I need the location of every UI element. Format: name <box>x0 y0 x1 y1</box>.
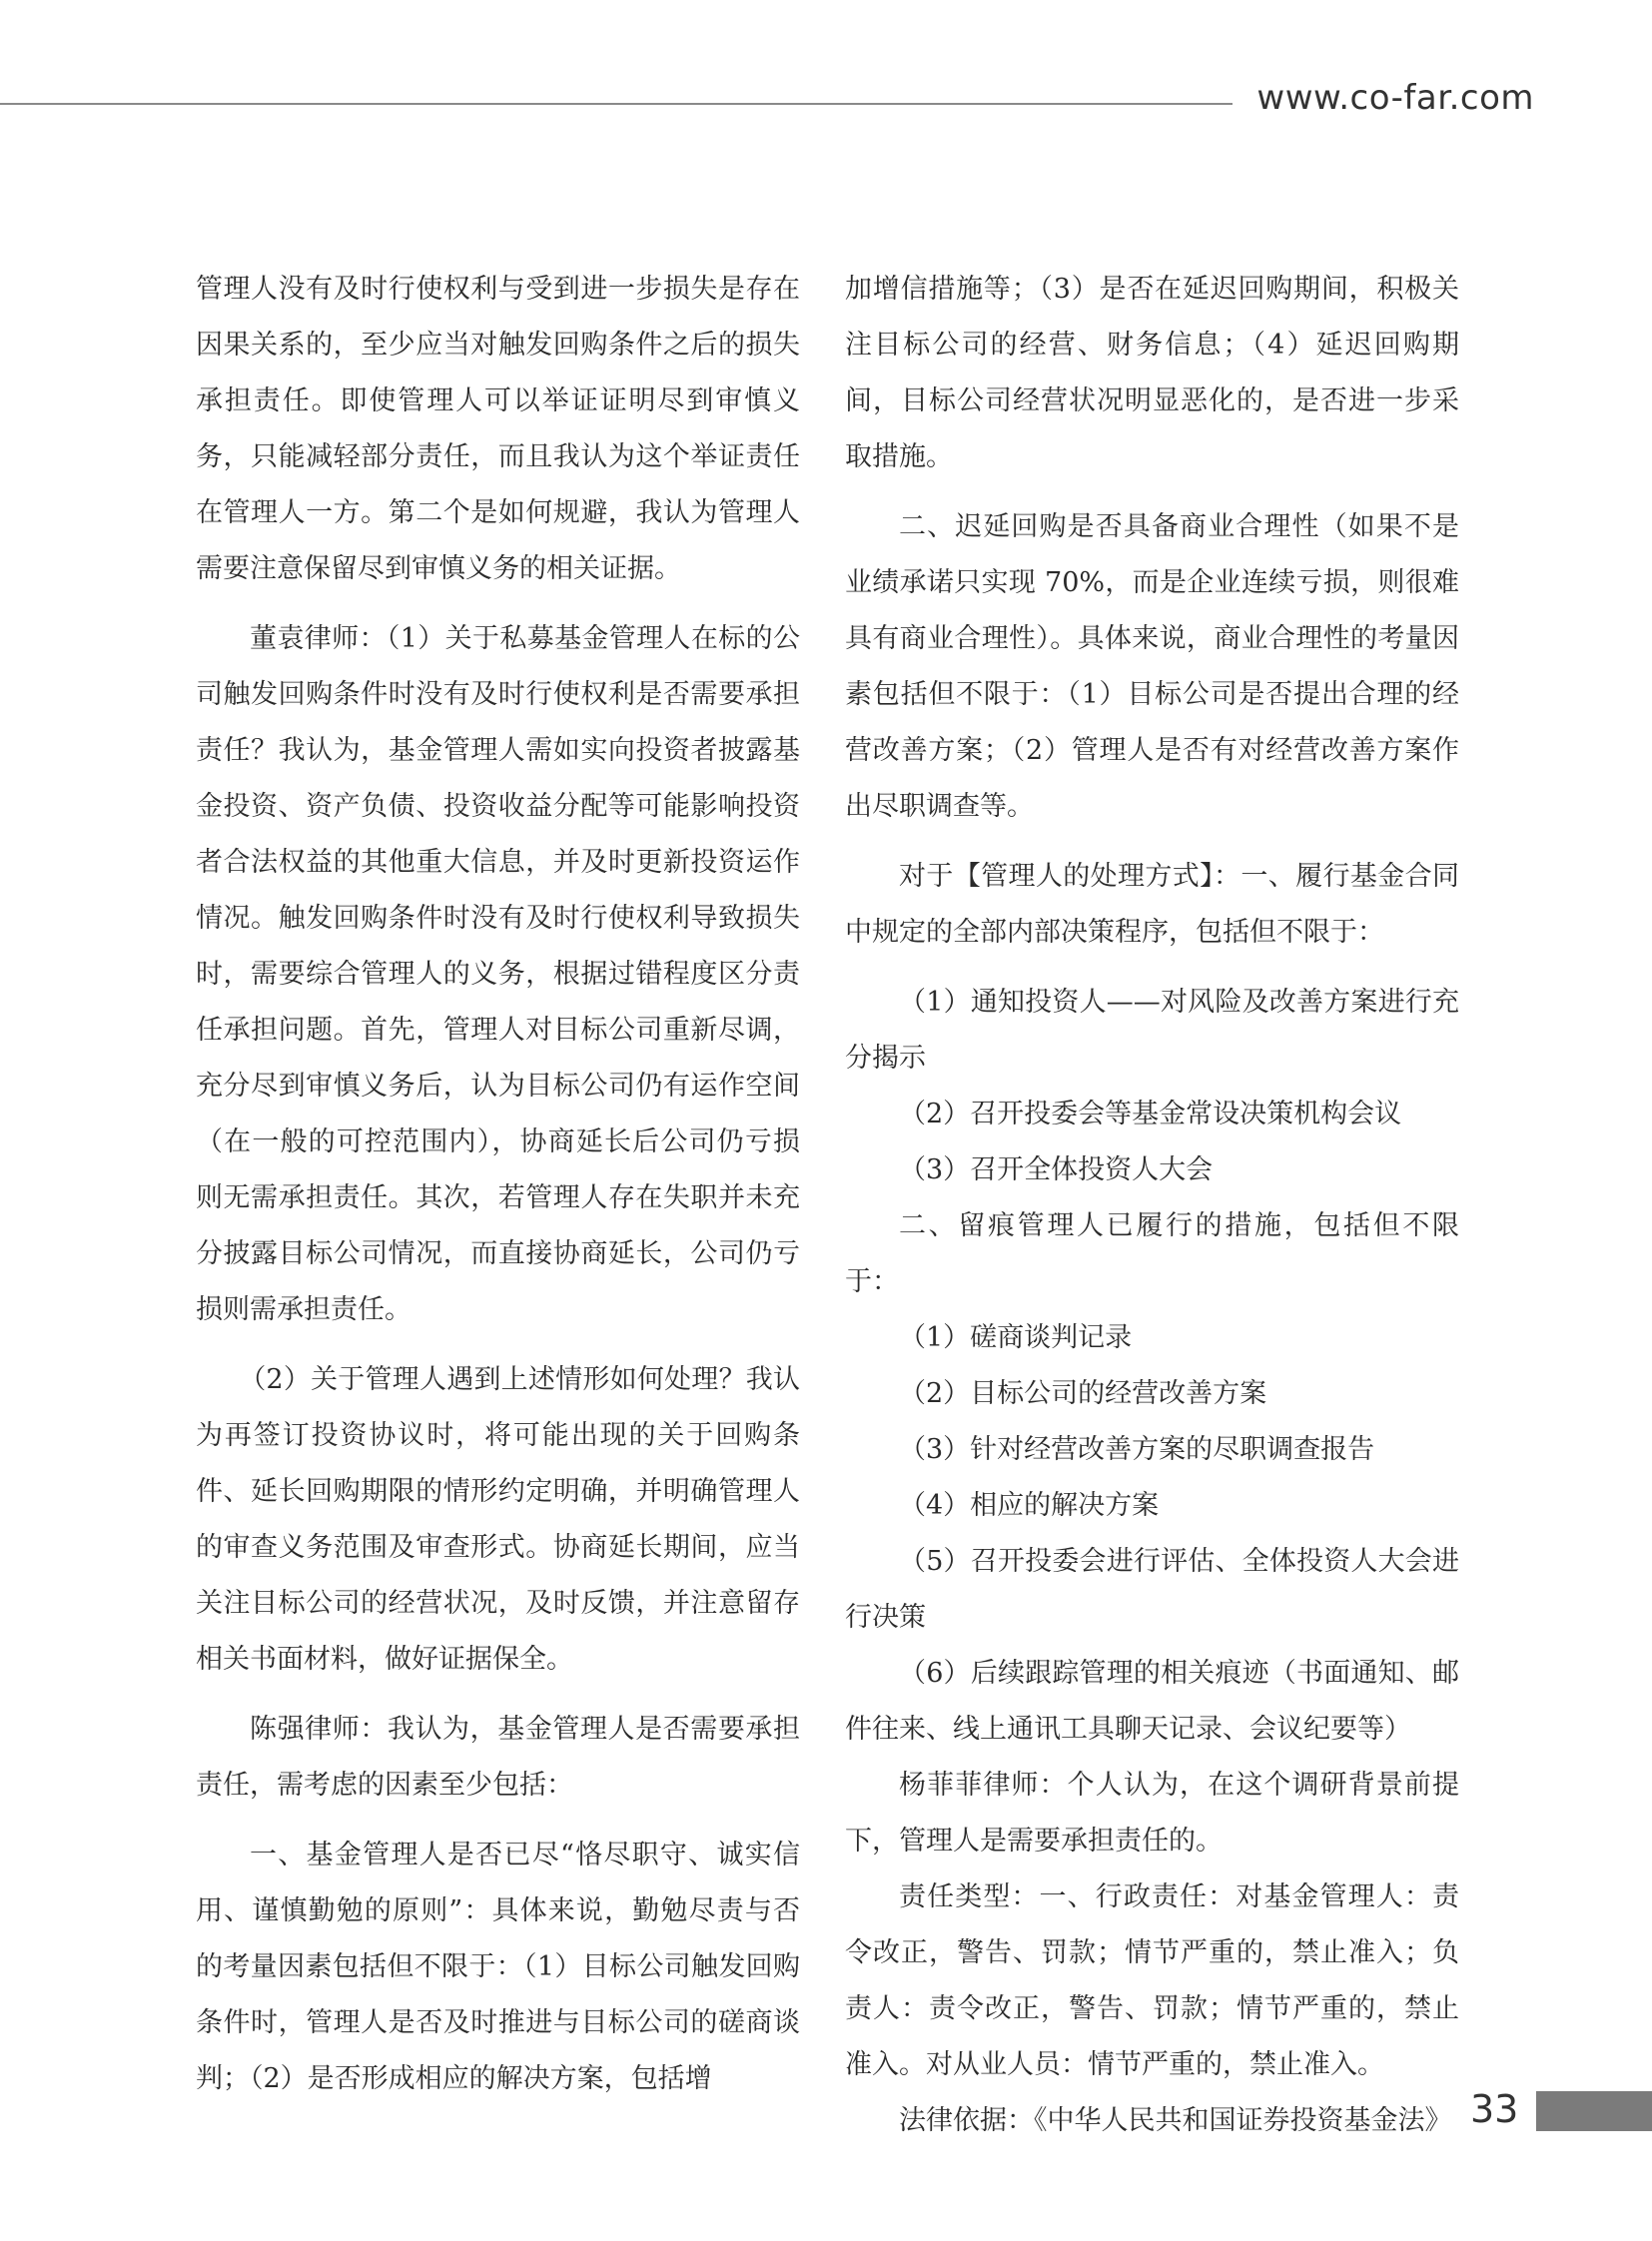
list-item: （5）召开投委会进行评估、全体投资人大会进行决策 <box>845 1546 1459 1633</box>
paragraph: 对于【管理人的处理方式】：一、履行基金合同中规定的全部内部决策程序，包括但不限于： <box>845 861 1459 948</box>
paragraph: 管理人没有及时行使权利与受到进一步损失是存在因果关系的，至少应当对触发回购条件之后的损失承担责任。即使管理人可以举证证明尽到审慎义务，只能减轻部分责任，而且我认为这个举证责任在管理人一方。第二个是如何规避，我认为管理人需要注意保留尽到审慎义务的相关证据。 <box>196 274 800 584</box>
paragraph: （2）关于管理人遇到上述情形如何处理？我认为再签订投资协议时，将可能出现的关于回购条件、延长回购期限的情形约定明确，并明确管理人的审查义务范围及审查形式。协商延长期间，应当关注目标公司的经营状况，及时反馈，并注意留存相关书面材料，做好证据保全。 <box>196 1364 800 1675</box>
paragraph: 杨菲菲律师：个人认为，在这个调研背景前提下，管理人是需要承担责任的。 <box>845 1770 1459 1857</box>
header-rule <box>0 103 1233 105</box>
list-item: （2）目标公司的经营改善方案 <box>899 1378 1267 1409</box>
list-item: （1）磋商谈判记录 <box>899 1322 1133 1353</box>
list-item: （2）召开投委会等基金常设决策机构会议 <box>899 1099 1402 1129</box>
paragraph: 二、迟延回购是否具备商业合理性（如果不是业绩承诺只实现 70%，而是企业连续亏损，则很难具有商业合理性）。具体来说，商业合理性的考量因素包括但不限于：（1）目标公司是否提出合理的经营改善方案；（2）管理人是否有对经营改善方案作出尽职调查等。 <box>845 511 1459 822</box>
site-url: www.co-far.com <box>1256 78 1534 118</box>
page-number-bar <box>1536 2091 1652 2131</box>
paragraph: 加增信措施等；（3）是否在延迟回购期间，积极关注目标公司的经营、财务信息；（4）延迟回购期间，目标公司经营状况明显恶化的，是否进一步采取措施。 <box>845 274 1459 472</box>
paragraph: 责任类型：一、行政责任：对基金管理人：责令改正，警告、罚款；情节严重的，禁止准入；负责人：责令改正，警告、罚款；情节严重的，禁止准入。对从业人员：情节严重的，禁止准入。 <box>845 1881 1459 2080</box>
paragraph: 二、留痕管理人已履行的措施，包括但不限于： <box>845 1210 1459 1297</box>
paragraph: 陈强律师：我认为，基金管理人是否需要承担责任，需考虑的因素至少包括： <box>196 1714 800 1801</box>
list-item: （3）针对经营改善方案的尽职调查报告 <box>899 1434 1375 1465</box>
left-column <box>196 262 800 2107</box>
list-item: （3）召开全体投资人大会 <box>899 1154 1214 1185</box>
right-column <box>845 262 1459 2149</box>
paragraph: 一、基金管理人是否已尽“恪尽职守、诚实信用、谨慎勤勉的原则”：具体来说，勤勉尽责与否的考量因素包括但不限于：（1）目标公司触发回购条件时，管理人是否及时推进与目标公司的磋商谈判；（2）是否形成相应的解决方案，包括增 <box>196 1840 800 2094</box>
list-item: （6）后续跟踪管理的相关痕迹（书面通知、邮件往来、线上通讯工具聊天记录、会议纪要等） <box>845 1658 1459 1745</box>
paragraph: 董袁律师：（1）关于私募基金管理人在标的公司触发回购条件时没有及时行使权利是否需要承担责任？我认为，基金管理人需如实向投资者披露基金投资、资产负债、投资收益分配等可能影响投资者合法权益的其他重大信息，并及时更新投资运作情况。触发回购条件时没有及时行使权利导致损失时，需要综合管理人的义务，根据过错程度区分责任承担问题。首先，管理人对目标公司重新尽调，充分尽到审慎义务后，认为目标公司仍有运作空间（在一般的可控范围内），协商延长后公司仍亏损则无需承担责任。其次，若管理人存在失职并未充分披露目标公司情况，而直接协商延长，公司仍亏损则需承担责任。 <box>196 623 800 1325</box>
paragraph: 法律依据：《中华人民共和国证券投资基金法》 <box>899 2105 1452 2136</box>
list-item: （4）相应的解决方案 <box>899 1490 1160 1521</box>
page-number: 33 <box>1470 2087 1519 2131</box>
list-item: （1）通知投资人——对风险及改善方案进行充分揭示 <box>845 987 1459 1074</box>
